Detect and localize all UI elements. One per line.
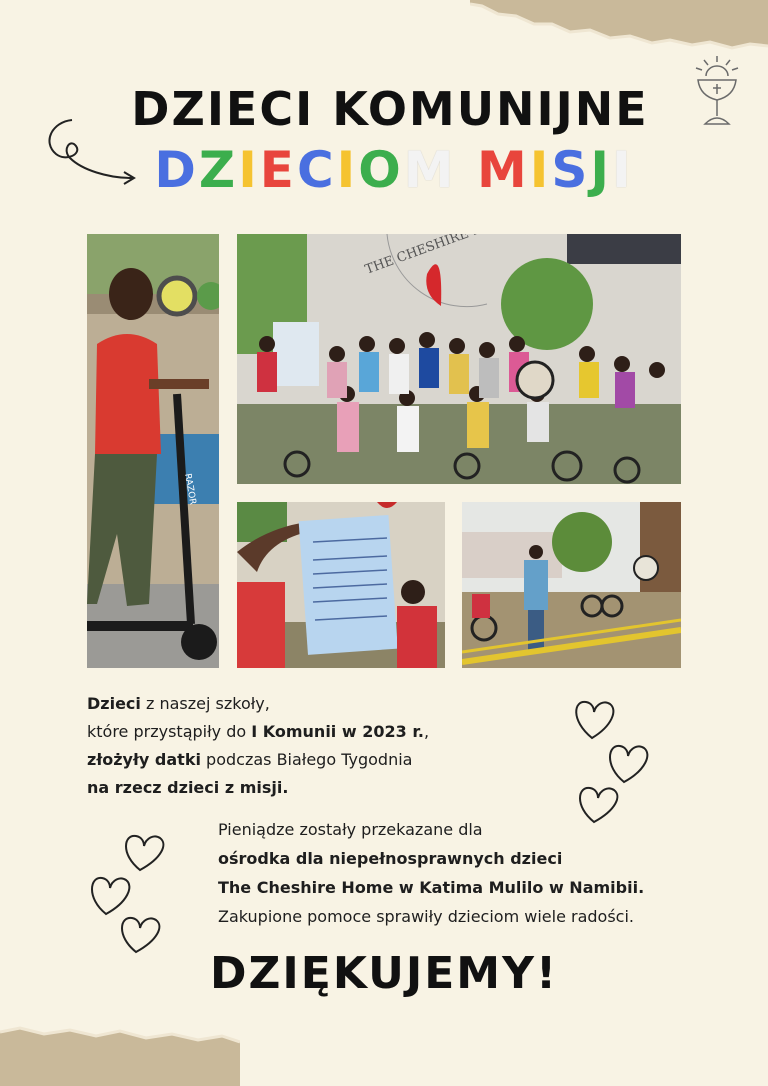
torn-paper-top [470, 0, 768, 52]
hearts-icon [568, 696, 658, 826]
title-letter: O [358, 141, 404, 199]
text: Zakupione pomoce sprawiły dzieciom wiele radości. [218, 907, 634, 926]
title-letter: I [529, 141, 552, 199]
title-line-1: DZIECI KOMUNIJNE [131, 82, 649, 136]
text: Pieniądze zostały przekazane dla [218, 820, 483, 839]
text-bold: The Cheshire Home w Katima Mulilo w Namibii. [218, 878, 645, 897]
title-letter: M [403, 141, 457, 199]
title-letter: Z [198, 141, 239, 199]
text: które przystąpiły do [87, 722, 252, 741]
photo-group [237, 234, 681, 484]
text-bold: ośrodka dla niepełnosprawnych dzieci [218, 849, 563, 868]
photo-sign [237, 502, 445, 668]
title-letter: I [611, 141, 634, 199]
title-letter: I [238, 141, 260, 199]
text: , [424, 722, 430, 741]
title-letter: E [259, 141, 297, 199]
thank-you-heading: DZIĘKUJEMY! [209, 948, 559, 999]
paragraph-donations [87, 690, 517, 802]
hearts-icon [84, 830, 168, 956]
photo-courtyard [462, 502, 681, 668]
title-letter [457, 141, 477, 199]
text-bold: na rzecz dzieci z misji. [87, 778, 289, 797]
torn-paper-bottom [0, 1022, 240, 1086]
text-bold: Dzieci [87, 694, 141, 713]
paragraph-recipient [218, 815, 718, 931]
title-letter: D [154, 141, 199, 199]
title-letter: M [476, 141, 530, 199]
title-letter: J [590, 141, 612, 199]
title-letter: I [336, 141, 359, 199]
title-line-2 [134, 141, 654, 199]
text: z naszej szkoły, [140, 694, 270, 713]
text-bold: I Komunii w 2023 r. [251, 722, 424, 741]
title-letter: C [296, 141, 337, 199]
text: podczas Białego Tygodnia [200, 750, 413, 769]
title-letter: S [551, 141, 591, 199]
scooter-brand-text: RAZOR [182, 472, 198, 506]
text-bold: złożyły datki [87, 750, 201, 769]
photo-boy-scooter [87, 234, 219, 668]
curly-arrow-icon [42, 112, 142, 192]
